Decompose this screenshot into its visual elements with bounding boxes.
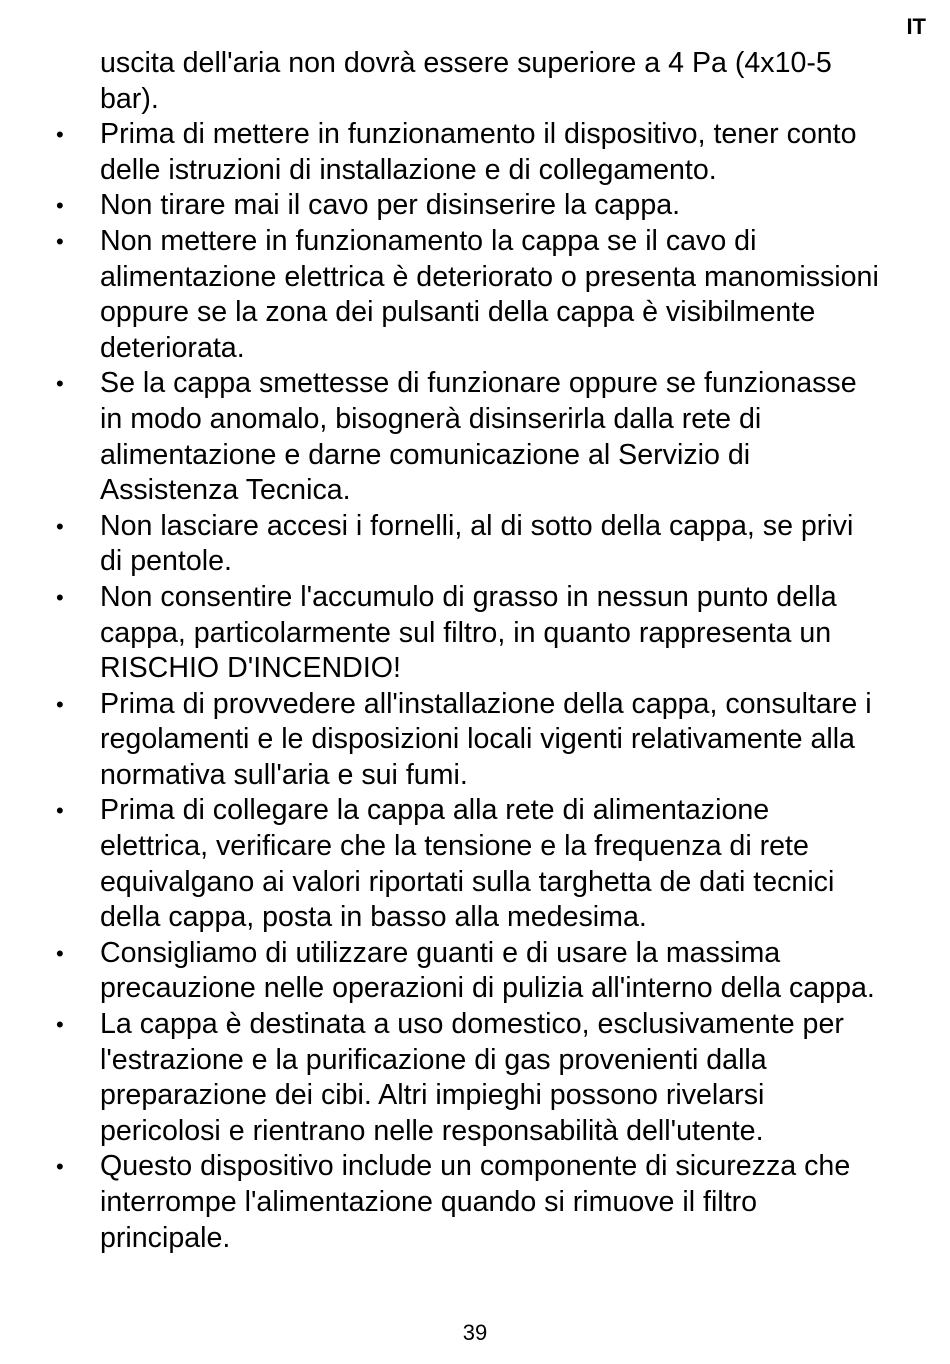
text-line: oppure se la zona dei pulsanti della cappa è visibilmente	[100, 296, 816, 329]
language-tag: IT	[906, 14, 926, 39]
page-number: 39	[462, 1320, 488, 1345]
text-line: Prima di provvedere all'installazione della cappa, consultare i	[100, 687, 872, 720]
bullet-list	[0, 117, 950, 1256]
text-line: preparazione dei cibi. Altri impieghi possono rivelarsi	[100, 1079, 765, 1112]
bullet-icon: •	[56, 584, 64, 610]
text-line: pericolosi e rientrano nelle responsabilità dell'utente.	[100, 1114, 764, 1147]
bullet-icon: •	[56, 940, 64, 966]
text-line: Prima di mettere in funzionamento il dispositivo, tener conto	[100, 118, 857, 151]
text-line: normativa sull'aria e sui fumi.	[100, 758, 468, 791]
bullet-icon: •	[56, 1012, 64, 1038]
text-line: RISCHIO D'INCENDIO!	[100, 652, 401, 685]
list-item	[0, 793, 950, 935]
list-item	[0, 224, 950, 366]
list-item	[0, 366, 950, 508]
text-line: Prima di collegare la cappa alla rete di alimentazione	[100, 794, 770, 827]
bullet-icon: •	[56, 193, 64, 219]
text-line: regolamenti e le disposizioni locali vigenti relativamente alla	[100, 723, 855, 756]
text-line: uscita dell'aria non dovrà essere superiore a 4 Pa (4x10-5	[100, 47, 832, 79]
bullet-icon: •	[56, 122, 64, 148]
list-item	[0, 509, 950, 580]
text-line: Assistenza Tecnica.	[100, 474, 351, 507]
bullet-icon: •	[56, 1154, 64, 1180]
text-line: bar).	[100, 82, 159, 115]
text-line: cappa, particolarmente sul filtro, in quanto rappresenta un	[100, 616, 832, 649]
text-line: Non lasciare accesi i fornelli, al di sotto della cappa, se privi	[100, 509, 854, 542]
text-line: Non tirare mai il cavo per disinserire la cappa.	[100, 189, 681, 222]
text-line: alimentazione elettrica è deteriorato o presenta manomissioni	[100, 260, 879, 293]
text-line: deteriorata.	[100, 331, 245, 364]
list-item	[0, 188, 950, 224]
text-line: Se la cappa smettesse di funzionare oppure se funzionasse	[100, 367, 857, 400]
bullet-icon: •	[56, 691, 64, 717]
list-item	[0, 687, 950, 794]
text-line: delle istruzioni di installazione e di collegamento.	[100, 153, 717, 186]
document-body	[0, 46, 950, 1256]
text-line: equivalgano ai valori riportati sulla targhetta de dati tecnici	[100, 865, 835, 898]
text-line: Non mettere in funzionamento la cappa se il cavo di	[100, 224, 757, 257]
text-line: precauzione nelle operazioni di pulizia all'interno della cappa.	[100, 972, 875, 1005]
text-line: della cappa, posta in basso alla medesima.	[100, 901, 647, 934]
list-item	[0, 117, 950, 188]
text-line: Non consentire l'accumulo di grasso in nessun punto della	[100, 580, 837, 613]
text-line: La cappa è destinata a uso domestico, esclusivamente per	[100, 1008, 844, 1041]
list-item	[0, 580, 950, 687]
text-line: di pentole.	[100, 545, 232, 578]
list-item	[0, 936, 950, 1007]
text-line: Consigliamo di utilizzare guanti e di usare la massima	[100, 936, 781, 969]
text-line: interrompe l'alimentazione quando si rimuove il filtro	[100, 1186, 758, 1218]
bullet-icon: •	[56, 228, 64, 254]
bullet-icon: •	[56, 371, 64, 397]
list-item	[0, 1149, 950, 1256]
text-line: l'estrazione e la purificazione di gas provenienti dalla	[100, 1043, 767, 1076]
continuation-paragraph	[0, 46, 950, 117]
text-line: Questo dispositivo include un componente di sicurezza che	[100, 1150, 851, 1183]
bullet-icon: •	[56, 513, 64, 539]
bullet-icon: •	[56, 798, 64, 824]
list-item	[0, 1007, 950, 1149]
text-line: in modo anomalo, bisognerà disinserirla dalla rete di	[100, 402, 762, 435]
text-line: principale.	[100, 1221, 231, 1254]
text-line: alimentazione e darne comunicazione al Servizio di	[100, 438, 751, 471]
text-line: elettrica, verificare che la tensione e la frequenza di rete	[100, 830, 809, 863]
